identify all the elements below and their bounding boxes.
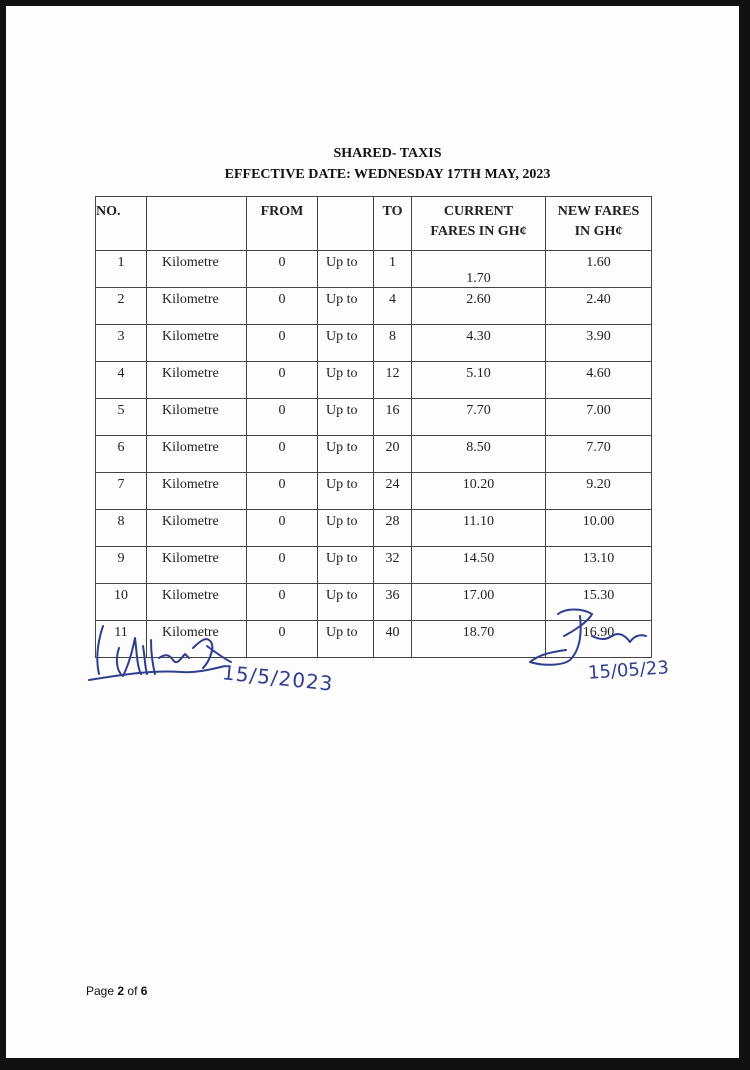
cell-upto: Up to <box>318 621 374 658</box>
cell-from: 0 <box>247 473 318 510</box>
table-row <box>96 362 652 399</box>
header-new-fares: NEW FARES IN GH¢ <box>546 197 652 251</box>
cell-new-fare: 13.10 <box>546 547 652 584</box>
cell-to: 12 <box>374 362 412 399</box>
cell-to: 28 <box>374 510 412 547</box>
table-row <box>96 473 652 510</box>
table-row <box>96 325 652 362</box>
cell-current-fare: 11.10 <box>412 510 546 547</box>
table-row <box>96 436 652 473</box>
cell-unit: Kilometre <box>147 436 247 473</box>
header-current-fares: CURRENT FARES IN GH¢ <box>412 197 546 251</box>
cell-upto: Up to <box>318 288 374 325</box>
page-number: Page 2 of 6 <box>86 984 148 998</box>
cell-new-fare: 7.00 <box>546 399 652 436</box>
cell-unit: Kilometre <box>147 325 247 362</box>
cell-current-fare: 8.50 <box>412 436 546 473</box>
cell-upto: Up to <box>318 399 374 436</box>
right-signature-date: 15/05/23 <box>587 657 670 684</box>
cell-unit: Kilometre <box>147 621 247 658</box>
cell-current-fare: 17.00 <box>412 584 546 621</box>
table-row <box>96 288 652 325</box>
cell-from: 0 <box>247 436 318 473</box>
cell-current-fare: 10.20 <box>412 473 546 510</box>
cell-no: 5 <box>96 399 147 436</box>
cell-current-fare: 2.60 <box>412 288 546 325</box>
header-upto <box>318 197 374 251</box>
cell-from: 0 <box>247 399 318 436</box>
cell-upto: Up to <box>318 473 374 510</box>
table-header-row <box>96 197 652 251</box>
cell-upto: Up to <box>318 547 374 584</box>
cell-from: 0 <box>247 547 318 584</box>
cell-from: 0 <box>247 621 318 658</box>
cell-no: 4 <box>96 362 147 399</box>
cell-no: 8 <box>96 510 147 547</box>
cell-unit: Kilometre <box>147 584 247 621</box>
cell-new-fare: 15.30 <box>546 584 652 621</box>
cell-new-fare: 1.60 <box>546 251 652 288</box>
cell-upto: Up to <box>318 362 374 399</box>
cell-no: 1 <box>96 251 147 288</box>
cell-no: 10 <box>96 584 147 621</box>
cell-to: 16 <box>374 399 412 436</box>
cell-no: 9 <box>96 547 147 584</box>
cell-upto: Up to <box>318 251 374 288</box>
cell-no: 3 <box>96 325 147 362</box>
header-from: FROM <box>247 197 318 251</box>
table-row <box>96 510 652 547</box>
cell-current-fare: 1.70 <box>412 251 546 288</box>
cell-current-fare: 5.10 <box>412 362 546 399</box>
cell-new-fare: 2.40 <box>546 288 652 325</box>
cell-no: 2 <box>96 288 147 325</box>
cell-from: 0 <box>247 325 318 362</box>
cell-upto: Up to <box>318 584 374 621</box>
cell-to: 36 <box>374 584 412 621</box>
left-signature-date: 15/5/2023 <box>221 660 335 696</box>
cell-no: 6 <box>96 436 147 473</box>
cell-from: 0 <box>247 251 318 288</box>
cell-no: 7 <box>96 473 147 510</box>
cell-new-fare: 9.20 <box>546 473 652 510</box>
cell-upto: Up to <box>318 510 374 547</box>
cell-unit: Kilometre <box>147 547 247 584</box>
cell-from: 0 <box>247 362 318 399</box>
table-row <box>96 399 652 436</box>
cell-to: 24 <box>374 473 412 510</box>
cell-to: 8 <box>374 325 412 362</box>
cell-upto: Up to <box>318 325 374 362</box>
header-unit <box>147 197 247 251</box>
effective-date: EFFECTIVE DATE: WEDNESDAY 17TH MAY, 2023 <box>224 167 551 182</box>
cell-to: 1 <box>374 251 412 288</box>
header-to: TO <box>374 197 412 251</box>
cell-new-fare: 3.90 <box>546 325 652 362</box>
cell-new-fare: 4.60 <box>546 362 652 399</box>
header-no: NO. <box>96 197 147 251</box>
cell-unit: Kilometre <box>147 473 247 510</box>
fares-table <box>95 196 652 658</box>
cell-current-fare: 4.30 <box>412 325 546 362</box>
cell-current-fare: 14.50 <box>412 547 546 584</box>
cell-to: 20 <box>374 436 412 473</box>
cell-unit: Kilometre <box>147 251 247 288</box>
cell-from: 0 <box>247 510 318 547</box>
cell-unit: Kilometre <box>147 399 247 436</box>
cell-new-fare: 16.90 <box>546 621 652 658</box>
cell-to: 40 <box>374 621 412 658</box>
cell-current-fare: 18.70 <box>412 621 546 658</box>
cell-unit: Kilometre <box>147 288 247 325</box>
cell-from: 0 <box>247 288 318 325</box>
cell-current-fare: 7.70 <box>412 399 546 436</box>
cell-upto: Up to <box>318 436 374 473</box>
cell-to: 4 <box>374 288 412 325</box>
cell-unit: Kilometre <box>147 510 247 547</box>
cell-from: 0 <box>247 584 318 621</box>
cell-new-fare: 10.00 <box>546 510 652 547</box>
table-row <box>96 251 652 288</box>
cell-new-fare: 7.70 <box>546 436 652 473</box>
document-title: SHARED- TAXIS <box>333 146 442 161</box>
table-row <box>96 547 652 584</box>
cell-unit: Kilometre <box>147 362 247 399</box>
cell-to: 32 <box>374 547 412 584</box>
cell-no: 11 <box>96 621 147 658</box>
